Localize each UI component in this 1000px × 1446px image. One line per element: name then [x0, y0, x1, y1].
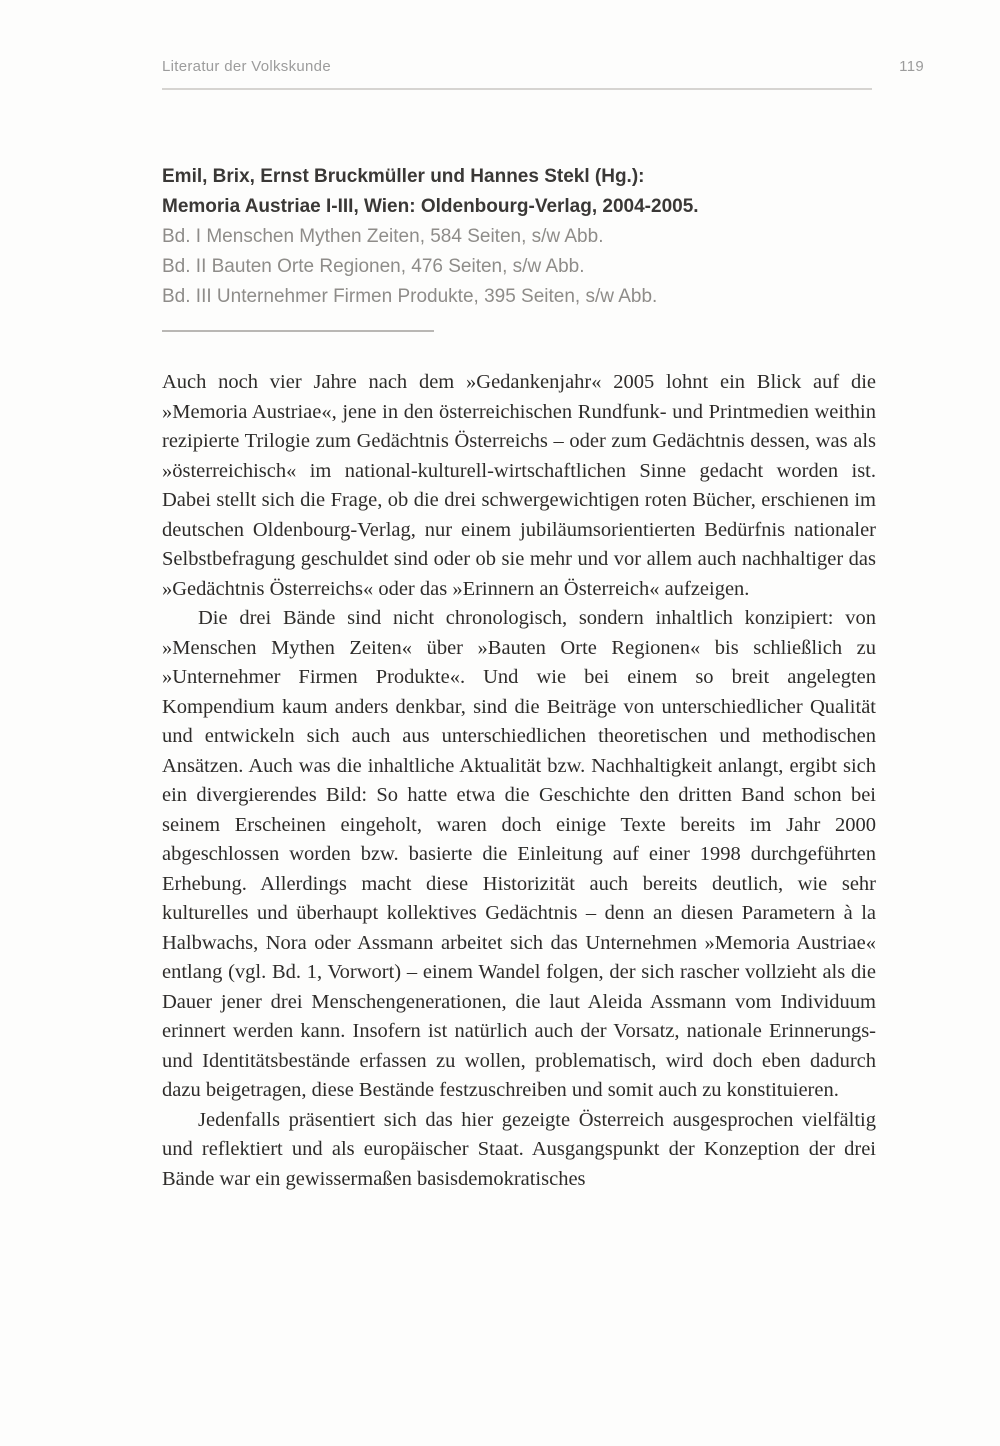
header-rule	[162, 88, 872, 90]
citation-block	[162, 162, 876, 312]
page-header	[162, 58, 924, 75]
review-paragraph: Jedenfalls präsentiert sich das hier gezeigte Österreich ausgesprochen vielfältig und reflektiert und als europäischer Staat. Ausgangspunkt der Konzeption der drei Bände war ein gewissermaßen basisdemokratisches	[162, 1108, 876, 1190]
review-paragraph: Auch noch vier Jahre nach dem »Gedankenjahr« 2005 lohnt ein Blick auf die »Memoria Austriae«, jene in den österreichischen Rundfunk- und Printmedien weithin rezipierte Trilogie zum Gedächtnis Österreichs – oder zum Gedächtnis dessen, was als »österreichisch« im national-kulturell-wirtschaftlichen Sinne gedacht worden ist. Dabei stellt sich die Frage, ob die drei schwergewichtigen roten Bücher, erschienen im deutschen Oldenbourg-Verlag, nur einem jubiläumsorientierten Bedürfnis nationaler Selbstbefragung geschuldet sind oder ob sie mehr und vor allem auch nachhaltiger das »Gedächtnis Österreichs« oder das »Erinnern an Österreich« aufzeigen.	[162, 371, 876, 600]
header-page-number: 119	[899, 58, 924, 75]
citation-volume-line: Bd. III Unternehmer Firmen Produkte, 395 Seiten, s/w Abb.	[162, 286, 658, 307]
header-section-title: Literatur der Volkskunde	[162, 58, 331, 75]
review-paragraph: Die drei Bände sind nicht chronologisch, sondern inhaltlich konzipiert: von »Menschen Mythen Zeiten« über »Bauten Orte Regionen« bis schließlich zu »Unternehmer Firmen Produkte«. Und wie bei einem so breit angelegten Kompendium kaum anders denkbar, sind die Beiträge von unterschiedlicher Qualität und entwickeln sich auch aus unterschiedlichen theoretischen und methodischen Ansätzen. Auch was die inhaltliche Aktualität bzw. Nachhaltigkeit anlangt, ergibt sich ein divergierendes Bild: So hatte etwa die Geschichte den dritten Band schon bei seinem Erscheinen eingeholt, waren doch einige Texte bereits im Jahr 2000 abgeschlossen worden bzw. basierte die Einleitung auf einer 1998 durchgeführten Erhebung. Allerdings macht diese Historizität auch bereits deutlich, wie sehr kulturelles und überhaupt kollektives Gedächtnis – denn an diesen Parametern à la Halbwachs, Nora oder Assmann arbeitet sich das Unternehmen »Memoria Austriae« entlang (vgl. Bd. 1, Vorwort) – einem Wandel folgen, der sich rascher vollzieht als die Dauer jener drei Menschengenerationen, die laut Aleida Assmann vom Individuum erinnert werden kann. Insofern ist natürlich auch der Vorsatz, nationale Erinnerungs- und Identitätsbestände erfassen zu wollen, problematisch, wird doch eben dadurch dazu beigetragen, diese Bestände festzuschreiben und somit auch zu konstituieren.	[162, 607, 876, 1101]
citation-volume-line: Bd. II Bauten Orte Regionen, 476 Seiten, s/w Abb.	[162, 256, 585, 277]
citation-authors-line: Emil, Brix, Ernst Bruckmüller und Hannes Stekl (Hg.):	[162, 166, 645, 187]
citation-rule	[162, 330, 434, 332]
review-body	[162, 368, 876, 1194]
citation-title-line: Memoria Austriae I-III, Wien: Oldenbourg-Verlag, 2004-2005.	[162, 196, 699, 217]
citation-volume-line: Bd. I Menschen Mythen Zeiten, 584 Seiten, s/w Abb.	[162, 226, 604, 247]
